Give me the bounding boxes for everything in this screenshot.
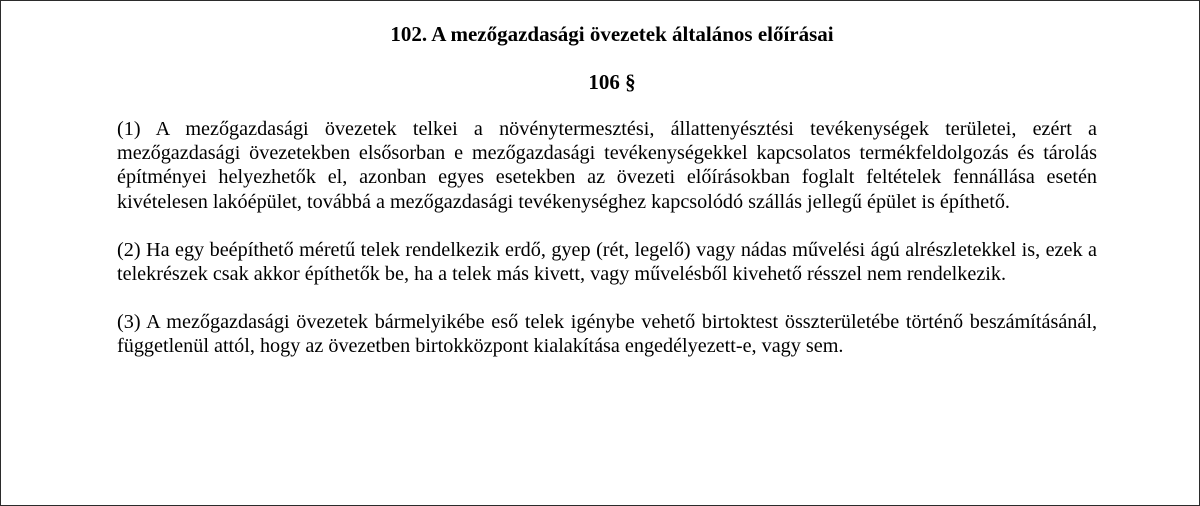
paragraph-3: (3) A mezőgazdasági övezetek bármelyikébe eső telek igénybe vehető birtoktest összterületébe történő beszámításánál, függetlenül attól, hogy az övezetben birtokközpont kialakítása engedélyezett-e, vagy sem. <box>117 311 1097 358</box>
section-number: 106 § <box>588 70 636 94</box>
paragraph-1: (1) A mezőgazdasági övezetek telkei a növénytermesztési, állattenyésztési tevékenységek területei, ezért a mezőgazdasági övezetekben elsősorban e mezőgazdasági tevékenységekkel kapcsolatos termékfeldolgozás és tárolás építményei helyezhetők el, azonban egyes esetekben az övezeti előírásokban foglalt feltételek fennállása esetén kivételesen lakóépület, továbbá a mezőgazdasági tevékenységhez kapcsolódó szállás jellegű épület is építhető. <box>117 118 1097 213</box>
paragraph-2: (2) Ha egy beépíthető méretű telek rendelkezik erdő, gyep (rét, legelő) vagy nádas művelési ágú alrészletekkel is, ezek a telekrészek csak akkor építhetők be, ha a telek más kivett, vagy művelésből kivehető résszel nem rendelkezik. <box>117 238 1097 286</box>
document-page <box>117 21 1097 359</box>
chapter-heading: 102. A mezőgazdasági övezetek általános előírásai <box>390 22 834 46</box>
